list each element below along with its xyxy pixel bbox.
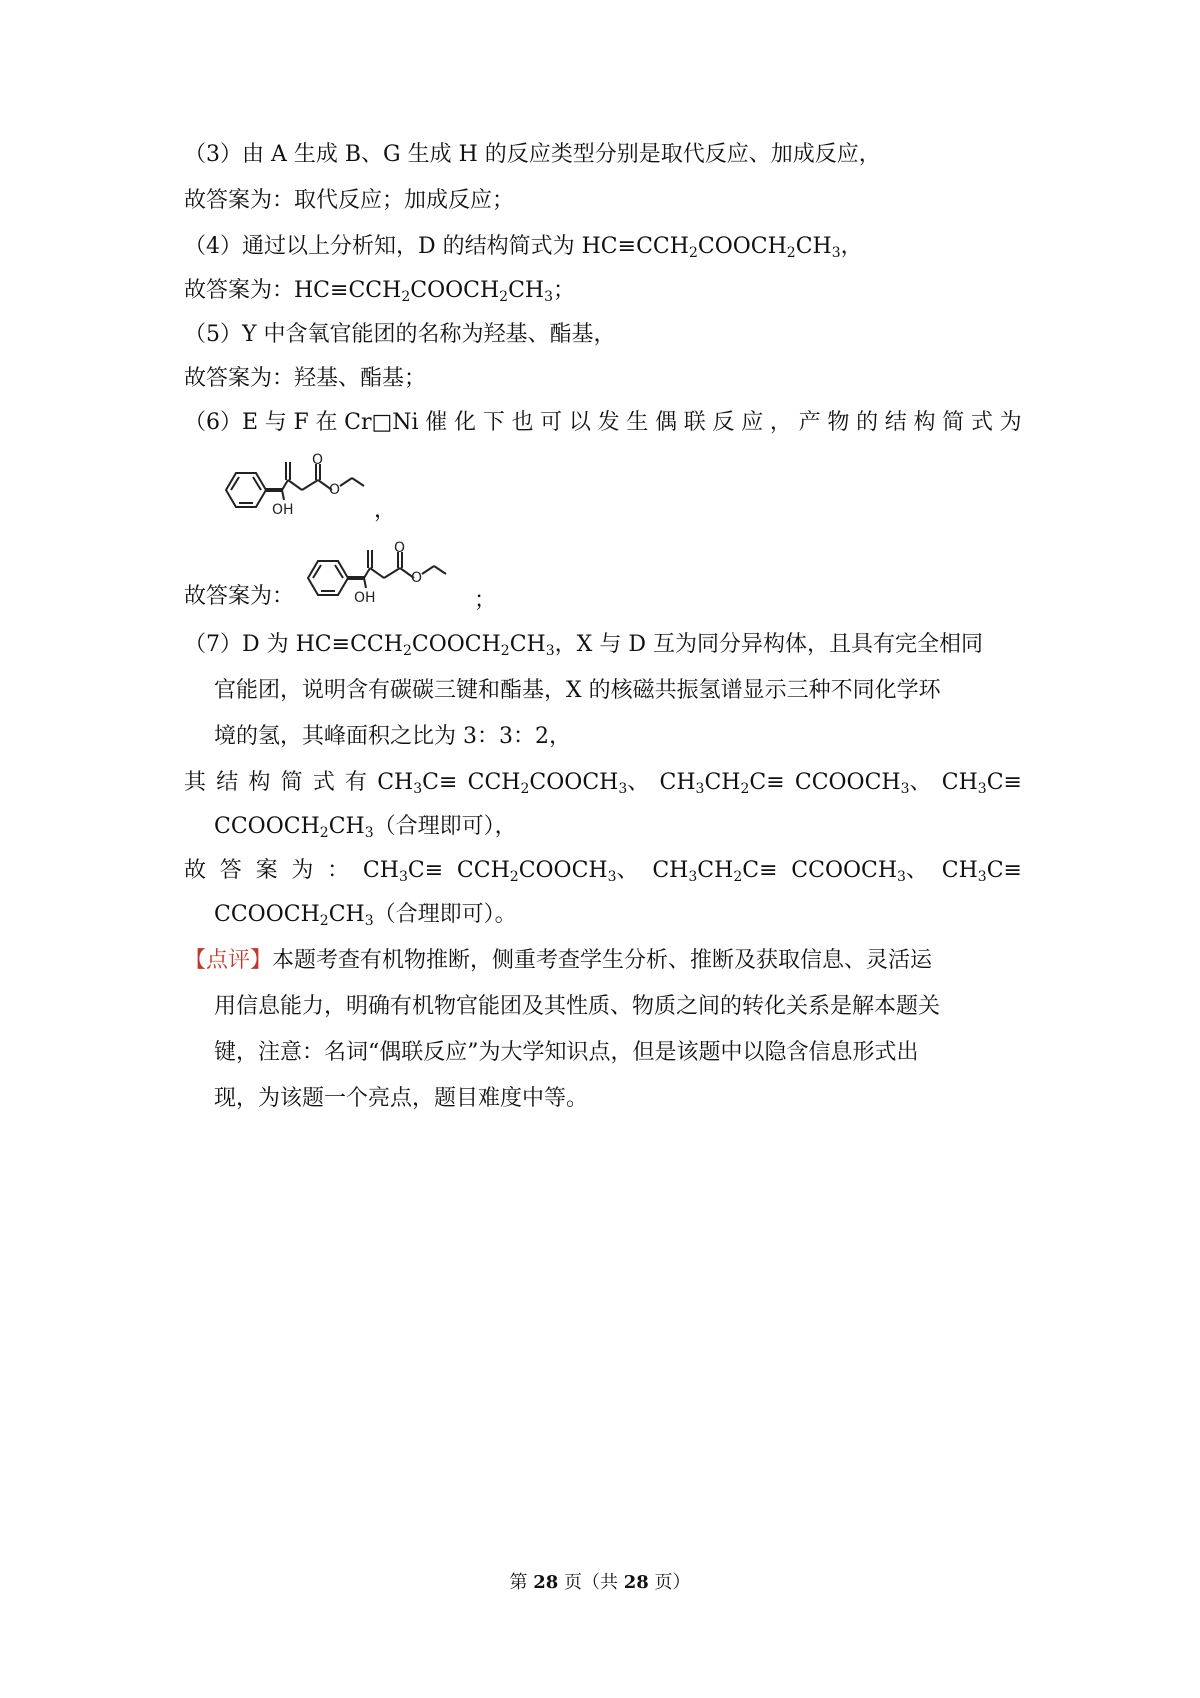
word: 构 [913,410,936,435]
word: 的 [856,410,879,435]
answer-structure-image [296,540,466,612]
subscript: 2 [500,643,510,659]
subscript: 3 [695,781,705,797]
line-comment-b: 用信息能力，明确有机物官能团及其性质、物质之间的转化关系是解本题关 [214,994,941,1019]
word: Cr□Ni [344,410,419,435]
word: 也 [511,410,534,435]
line-q4 [184,232,863,262]
text-run: 页（共 [558,1572,624,1593]
text-run: CCOOCH [794,770,901,795]
text-run: C≡ [742,858,778,883]
text-run: 、 [905,858,928,883]
text-run: CH [652,858,689,883]
subscript: 3 [831,245,841,261]
subscript: 3 [545,643,555,659]
subscript: 3 [544,289,554,305]
line-q4-answer [184,276,575,306]
formula-2 [652,856,777,886]
text-run: COOCH [518,858,608,883]
word: 以 [568,410,591,435]
formula-1 [363,856,443,886]
line-q3-answer: 故答案为：取代反应；加成反应； [184,188,515,213]
word: 简 [280,770,303,795]
word: 联 [683,410,706,435]
word: 结 [884,410,907,435]
line-comment-c: 键，注意：名词“偶联反应”为大学知识点，但是该题中以隐含信息形式出 [214,1040,919,1065]
text-run: C≡ [749,770,785,795]
text-run: C≡ [986,770,1022,795]
subscript: 2 [740,781,750,797]
subscript: 2 [402,643,412,659]
text-run: CH [659,770,696,795]
word: （6）E [184,410,259,435]
formula-3 [942,768,1022,798]
text-run: CH [941,858,978,883]
word: 反 [712,410,735,435]
line-comment-d: 现，为该题一个亮点，题目难度中等。 [214,1086,589,1111]
oxygen-label: O [411,570,423,586]
word: 生 [626,410,649,435]
line-q6 [184,408,1022,438]
subscript: 3 [977,781,987,797]
text-run: COOCH [529,770,619,795]
subscript: 2 [688,245,698,261]
subscript: 2 [520,781,530,797]
formula-3 [942,856,1022,886]
subscript: 2 [733,869,743,885]
text-run: ； [553,278,576,303]
subscript: 3 [618,781,628,797]
subscript: 3 [897,869,906,885]
hydroxyl-label: OH [272,502,294,518]
word: 下 [482,410,505,435]
text-run: CCOOCH [214,814,320,839]
hydroxyl-label: OH [354,590,376,606]
text-run: CH [362,858,399,883]
line-q7-structures [184,768,1022,798]
text-run: CCOOCH [214,902,320,927]
formula-2 [659,768,784,798]
line-q6-answer: 故答案为： [184,584,295,609]
word: ， [769,410,792,435]
word: 发 [597,410,620,435]
subscript: 3 [900,781,910,797]
oxygen-label: O [312,452,324,468]
text-run: CH [697,858,734,883]
subscript: 3 [413,781,423,797]
text-run: （合理即可）。 [373,902,517,927]
word: 偶 [655,410,678,435]
word: 产 [798,410,821,435]
word: 故 [184,858,207,883]
text-run: CCH [467,770,521,795]
line-q5: （5）Y 中含氧官能团的名称为羟基、酯基， [184,322,616,347]
text-run: ， [840,234,863,259]
text-run: CH [509,632,546,657]
word: ： [327,858,350,883]
word: 其 [184,770,207,795]
text-run: CH [508,278,545,303]
line-q7-structures-cont [214,812,517,842]
word: 结 [216,770,239,795]
subscript: 3 [977,869,987,885]
word: 式 [970,410,993,435]
text-run: C≡ [986,858,1022,883]
word: 可 [540,410,563,435]
text-run: CH [377,770,414,795]
text-run: 、 [616,858,639,883]
subscript: 3 [398,869,408,885]
subscript: 2 [786,245,796,261]
formula-1b [457,856,639,886]
punctuation: ； [474,588,497,613]
word: 构 [248,770,271,795]
text-run: C≡ [407,858,444,883]
word: 应 [741,410,764,435]
word: 有 [345,770,368,795]
text-run: CCOOCH [791,858,898,883]
text-run: CH [941,770,978,795]
formula-1 [377,768,457,798]
word: 答 [219,858,242,883]
word: 与 [264,410,287,435]
text-run: CCH [456,858,510,883]
subscript: 2 [401,289,411,305]
subscript: 3 [364,825,374,841]
word: 催 [425,410,448,435]
word: 为 [999,410,1022,435]
text-run: CH [328,902,365,927]
text-run: 第 [509,1572,534,1593]
text-run: ，X 与 D 互为同分异构体，且具有完全相同 [554,632,983,657]
line-q7 [184,630,983,660]
line-q7-c: 境的氢，其峰面积之比为 3：3：2， [214,724,571,749]
subscript: 2 [509,869,519,885]
text-run: CH [704,770,741,795]
formula-2b [795,768,932,798]
subscript: 3 [688,869,698,885]
text-run: （4）通过以上分析知，D 的结构简式为 HC≡CCH [184,234,689,259]
subscript: 2 [319,913,329,929]
word: 为 [291,858,314,883]
text-run: （合理即可）， [373,814,517,839]
line-q7-b: 官能团，说明含有碳碳三键和酯基，X 的核磁共振氢谱显示三种不同化学环 [214,678,941,703]
word: 物 [827,410,850,435]
text-run: 故答案为：HC≡CCH [184,278,402,303]
product-structure-image [214,452,384,524]
text-run: CH [328,814,365,839]
text-run: CH [795,234,832,259]
text-run: 页） [648,1572,691,1593]
comment-tag: 【点评】 [184,948,273,973]
oxygen-label: O [329,482,341,498]
text-run: （7）D 为 HC≡CCH [184,632,403,657]
text-run: COOCH [411,632,501,657]
text-run: COOCH [410,278,500,303]
page-number: 28 [533,1572,559,1593]
formula-2b [791,856,928,886]
oxygen-label: O [394,540,406,556]
subscript: 3 [607,869,617,885]
word: 案 [255,858,278,883]
word: 化 [454,410,477,435]
page-total: 28 [623,1572,649,1593]
word: 式 [312,770,335,795]
subscript: 3 [364,913,374,929]
text-run: 、 [909,770,932,795]
text-run: C≡ [422,770,458,795]
text-run: 、 [627,770,650,795]
punctuation: ， [374,498,397,523]
line-q7-answer-cont [214,900,517,930]
subscript: 2 [499,289,509,305]
formula-1b [468,768,650,798]
page-footer [0,1568,1200,1594]
line-q3: （3）由 A 生成 B、G 生成 H 的反应类型分别是取代反应、加成反应， [184,142,881,167]
word: 简 [942,410,965,435]
text-run: COOCH [697,234,787,259]
word: 在 [315,410,338,435]
word: F [293,410,309,435]
line-q5-answer: 故答案为：羟基、酯基； [184,366,427,391]
line-q7-answer [184,856,1022,886]
text-run: 本题考查有机物推断，侧重考查学生分析、推断及获取信息、灵活运 [272,948,933,973]
line-comment [184,946,932,976]
subscript: 2 [319,825,329,841]
